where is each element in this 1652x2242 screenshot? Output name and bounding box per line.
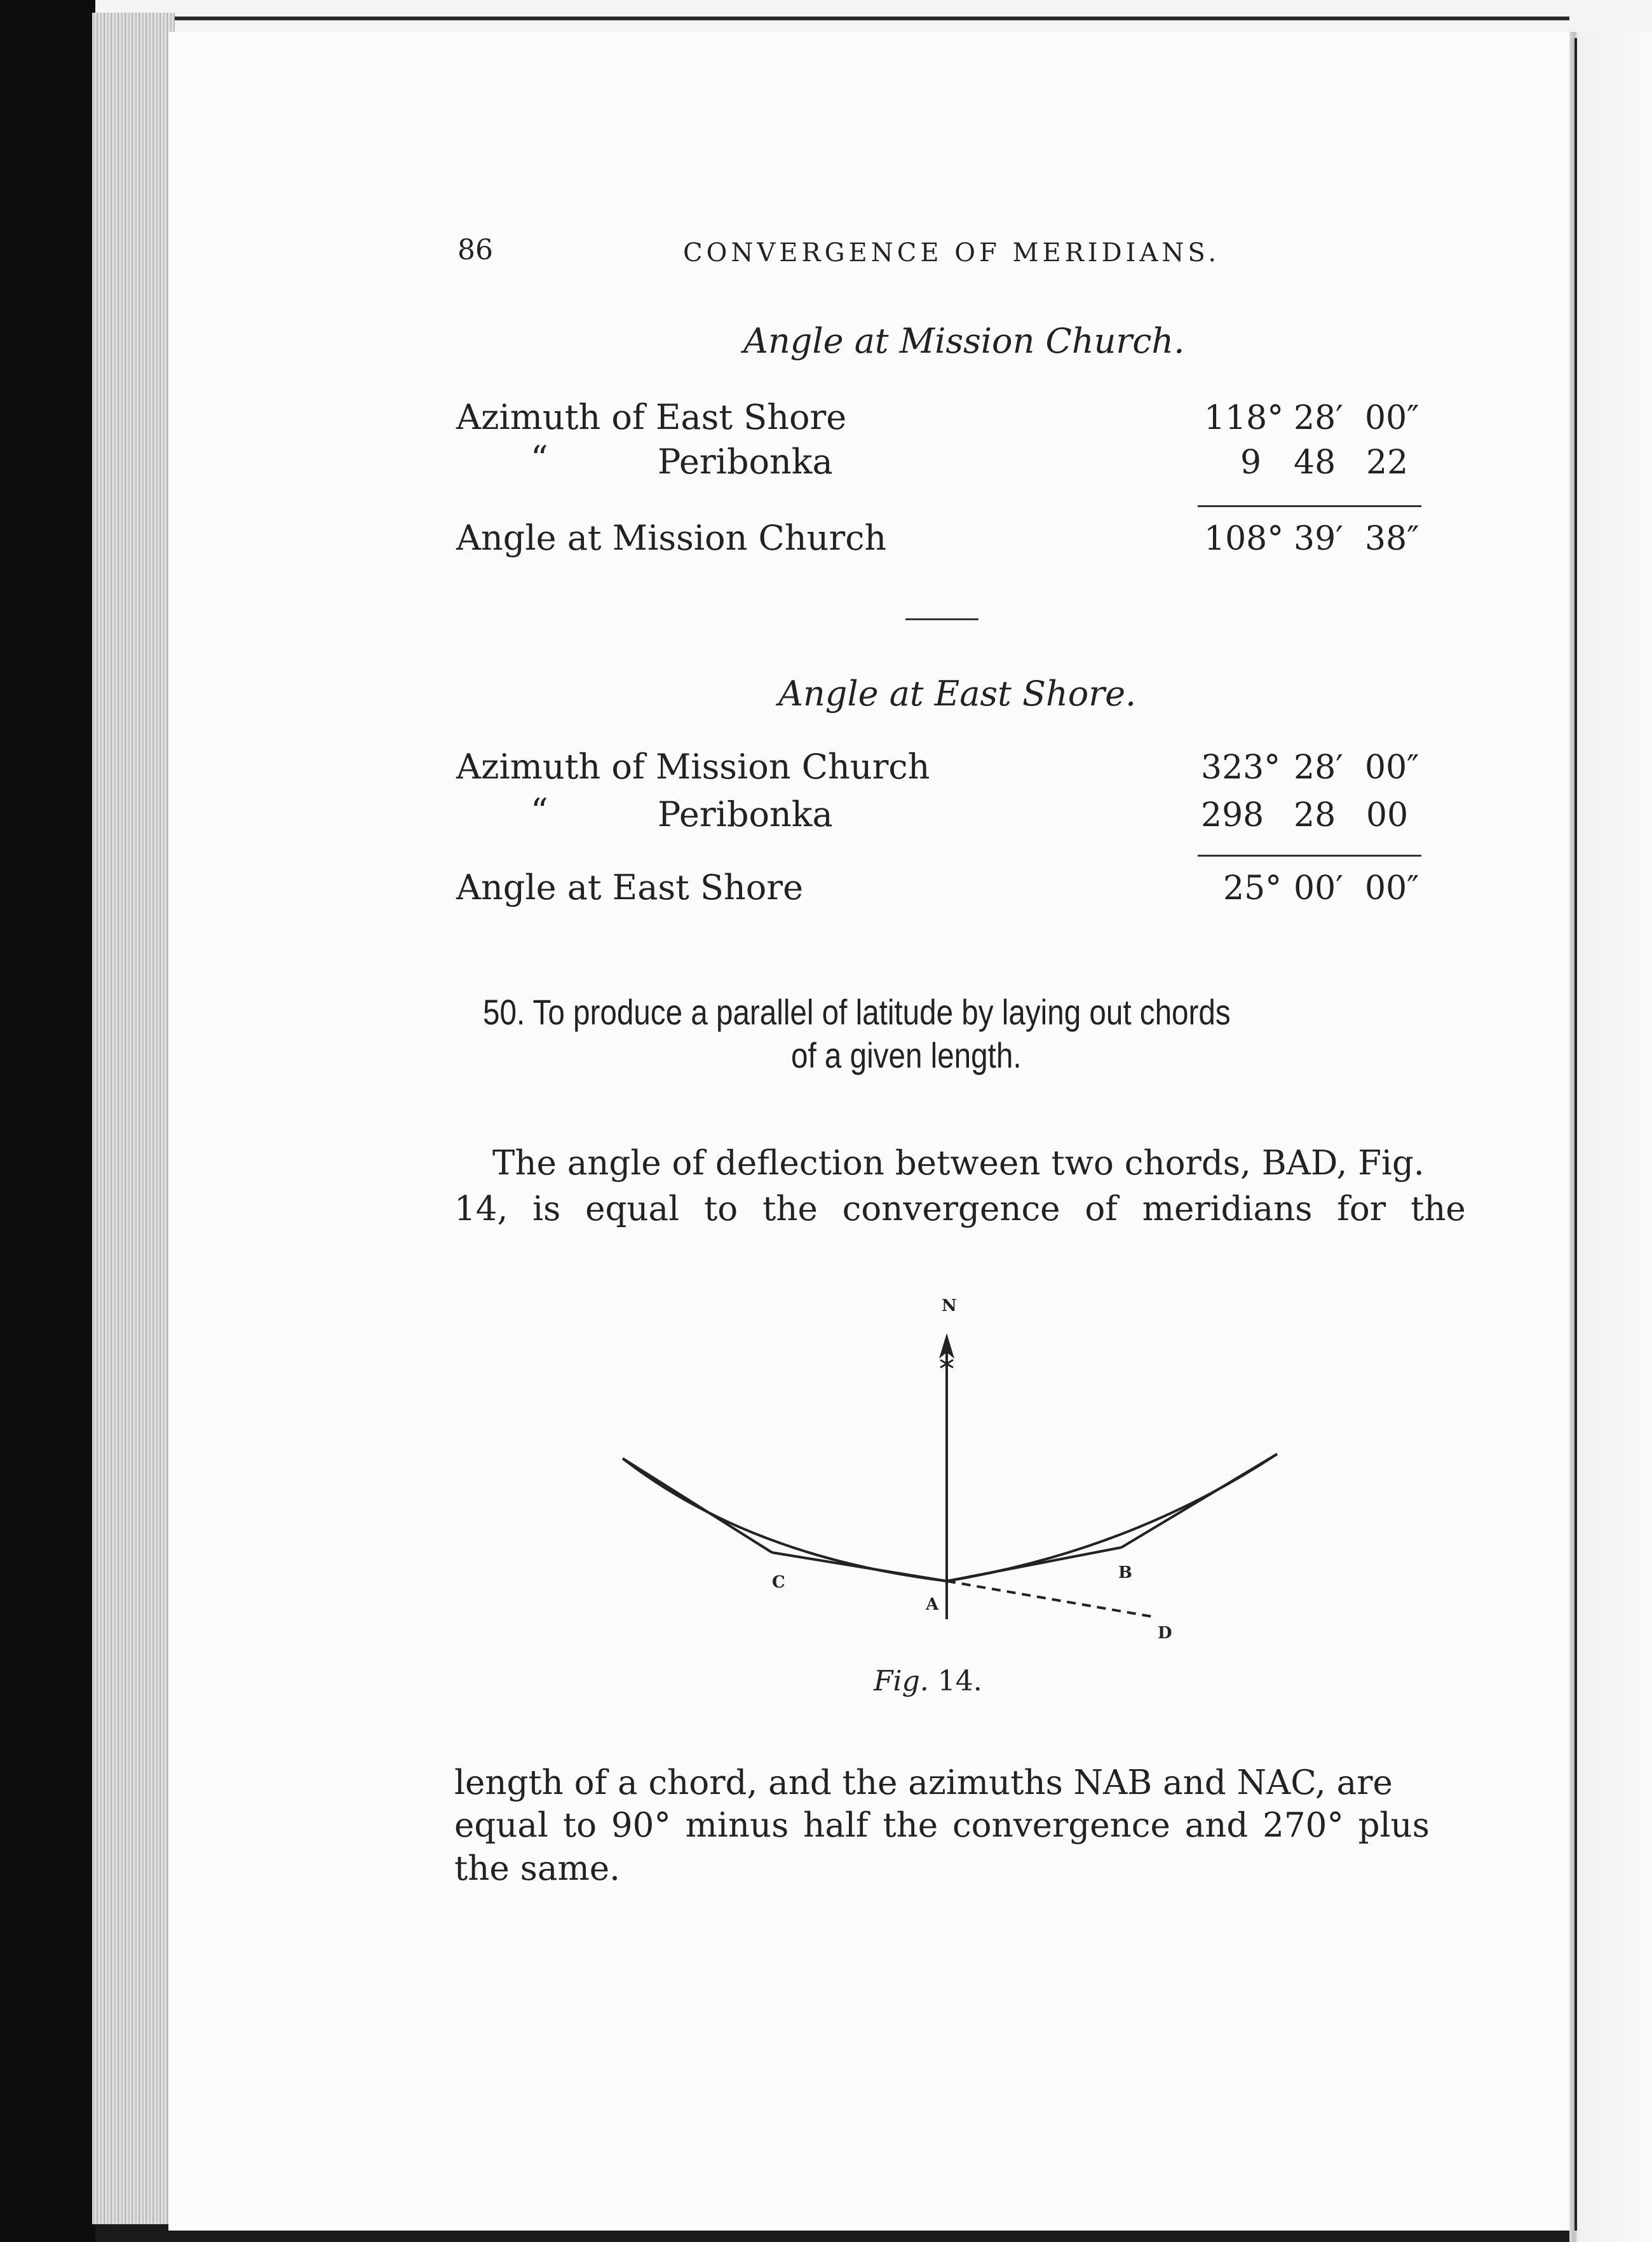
separator-rule <box>905 618 978 620</box>
table1-row1-label: Azimuth of East Shore <box>456 397 847 437</box>
parallel-arc-right <box>947 1454 1277 1581</box>
table2-row1-sec: 00″ <box>1365 749 1419 787</box>
table2-row2-sec: 00 <box>1366 796 1409 834</box>
parallel-arc-left <box>623 1458 947 1581</box>
table2-row1-min: 28′ <box>1294 749 1343 787</box>
chord-left-outer <box>623 1458 772 1552</box>
table2-result-deg: 25° <box>1223 869 1282 907</box>
book-gutter-line <box>1574 38 1577 2231</box>
figure-caption-prefix: Fig. <box>874 1665 929 1697</box>
chord-left-inner <box>772 1552 947 1581</box>
table1-row1-min: 28′ <box>1294 399 1343 437</box>
scan-background <box>0 0 95 2242</box>
chord-right-inner <box>947 1547 1121 1581</box>
table2-row2-label: Peribonka <box>658 794 833 834</box>
table2-result-sec: 00″ <box>1365 869 1419 907</box>
section-heading-line2: of a given length. <box>791 1035 1022 1075</box>
chord-right-outer <box>1121 1454 1277 1547</box>
paragraph2-line2: equal to 90° minus half the convergence and 270° plus <box>454 1806 1430 1845</box>
figure-label-N: N <box>942 1296 957 1315</box>
paragraph1-line2: 14, is equal to the convergence of meridians for the <box>454 1190 1466 1228</box>
page-number: 86 <box>457 234 493 266</box>
book-page <box>168 32 1569 2231</box>
figure-caption-number: 14. <box>937 1665 982 1697</box>
table1-row2-min: 48 <box>1294 444 1336 482</box>
figure-label-B: B <box>1118 1563 1132 1582</box>
figure-label-C: C <box>772 1573 785 1592</box>
table1-caption: Angle at Mission Church. <box>743 321 1185 361</box>
table1-result-deg: 108° <box>1204 520 1284 558</box>
table2-result-min: 00′ <box>1294 869 1343 907</box>
paragraph2-line1: length of a chord, and the azimuths NAB and NAC, are <box>454 1763 1393 1802</box>
table2-row2-ditto: “ <box>531 791 548 831</box>
table1-sum-rule <box>1198 505 1421 507</box>
deflection-line-AD <box>947 1581 1156 1617</box>
paragraph1-line1: The angle of deflection between two chords, BAD, Fig. <box>492 1144 1425 1183</box>
table1-row2-ditto: “ <box>531 438 548 479</box>
paragraph2-line3: the same. <box>454 1849 620 1888</box>
table1-row1-sec: 00″ <box>1365 399 1419 437</box>
table1-result-sec: 38″ <box>1365 520 1419 558</box>
table1-row1-deg: 118° <box>1204 399 1284 437</box>
table1-result-min: 39′ <box>1294 520 1343 558</box>
section-heading-line1: 50. To produce a parallel of latitude by laying out chords <box>483 992 1231 1032</box>
table1-row2-sec: 22 <box>1366 444 1409 482</box>
scan-top-band <box>95 0 1652 32</box>
table2-row2-min: 28 <box>1294 796 1336 834</box>
table1-row2-label: Peribonka <box>658 442 833 482</box>
book-top-edge <box>140 17 1569 20</box>
table2-result-label: Angle at East Shore <box>456 867 804 907</box>
figure-14-diagram <box>604 1284 1290 1678</box>
figure-caption <box>874 1665 982 1697</box>
book-right-edge <box>1569 32 1652 2242</box>
figure-label-A: A <box>926 1595 939 1614</box>
table1-row2-deg: 9 <box>1240 444 1262 482</box>
table2-row1-deg: 323° <box>1201 749 1281 787</box>
table1-result-label: Angle at Mission Church <box>456 518 887 558</box>
table2-sum-rule <box>1198 855 1421 857</box>
table2-row2-deg: 298 <box>1201 796 1264 834</box>
table2-row1-label: Azimuth of Mission Church <box>456 747 930 787</box>
table2-caption: Angle at East Shore. <box>778 674 1137 714</box>
figure-label-D: D <box>1158 1624 1172 1643</box>
running-title: CONVERGENCE OF MERIDIANS. <box>683 238 1221 268</box>
book-page-edges <box>92 13 175 2224</box>
